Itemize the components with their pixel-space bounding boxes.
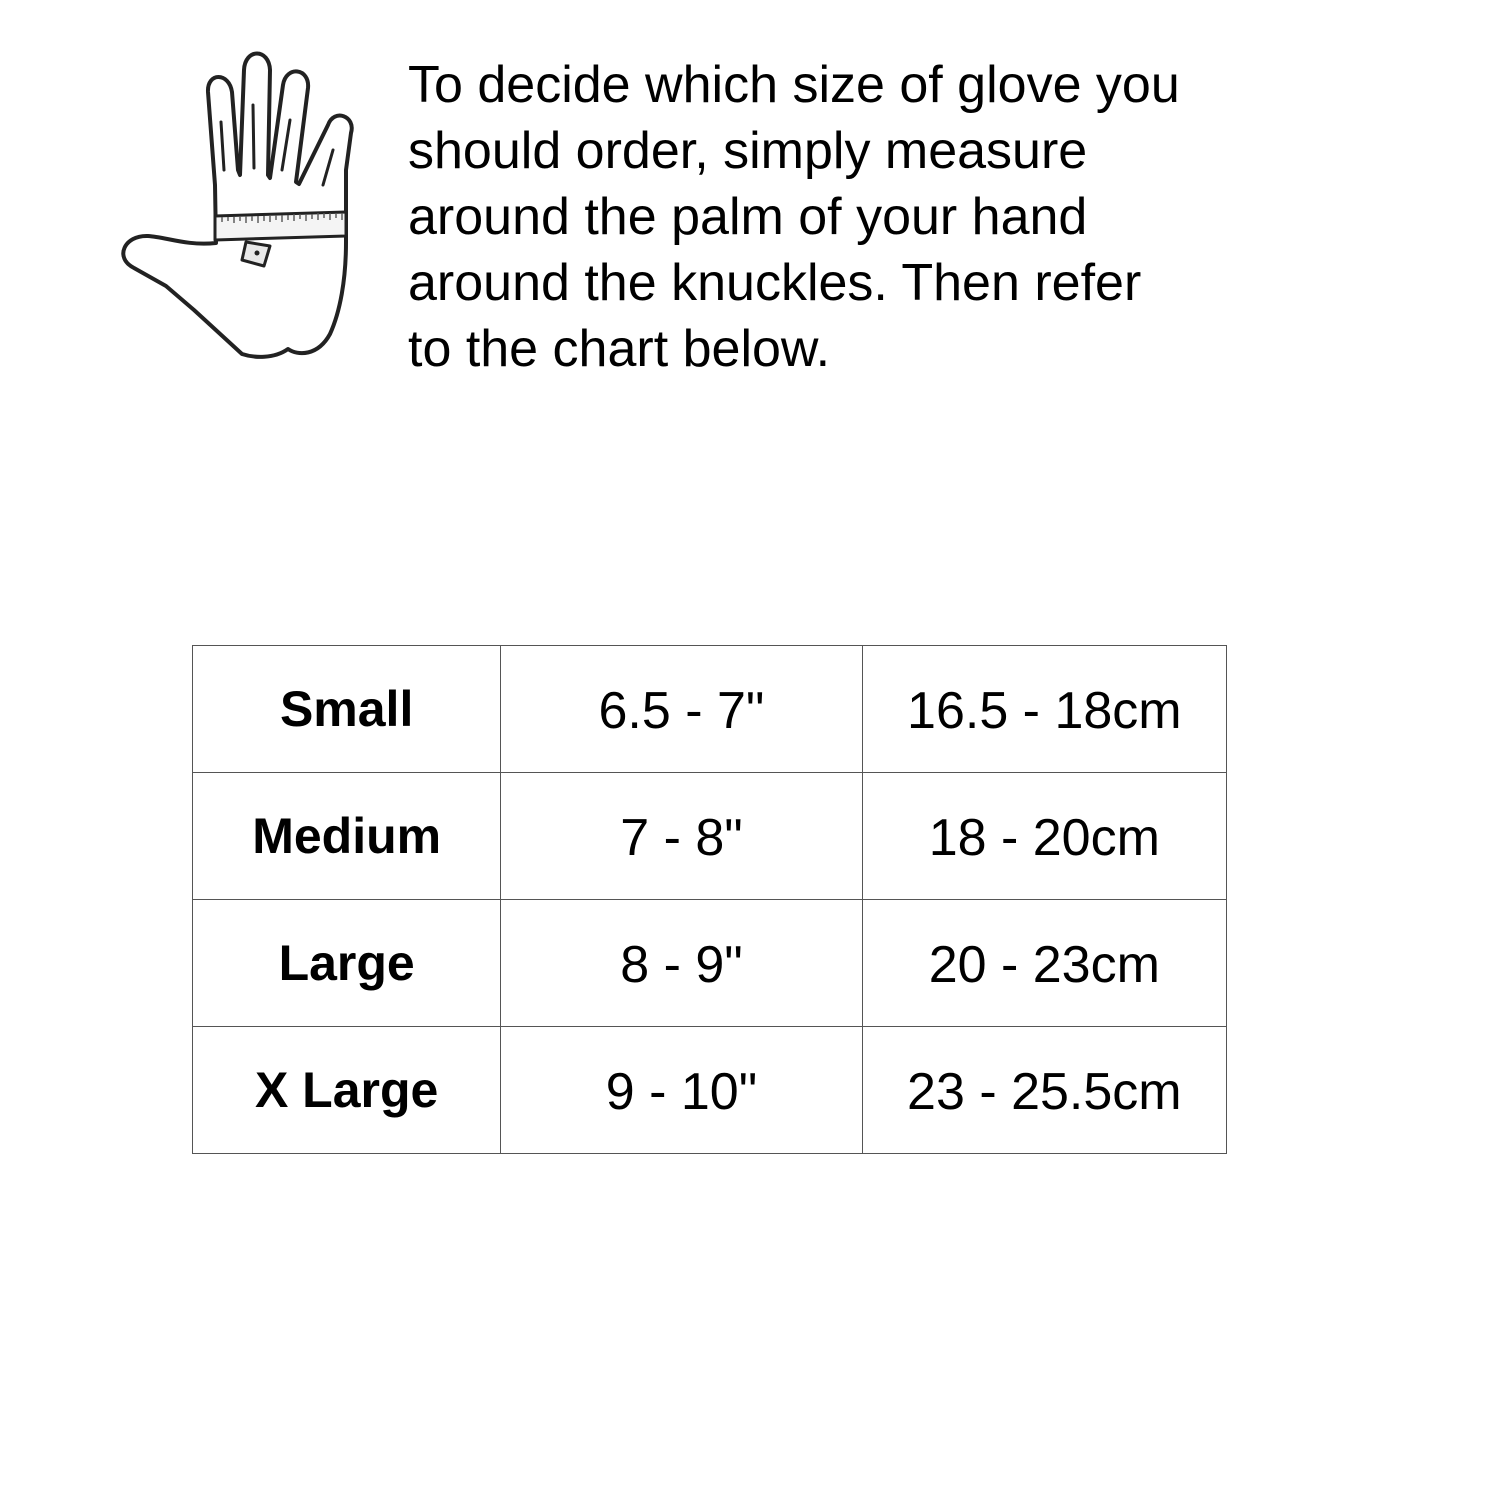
instructions-line: around the palm of your hand (408, 188, 1088, 246)
size-inches: 8 - 9" (501, 900, 862, 1027)
size-inches: 7 - 8" (501, 773, 862, 900)
size-label: Large (193, 900, 501, 1027)
size-cm: 23 - 25.5cm (862, 1027, 1226, 1154)
size-cm: 16.5 - 18cm (862, 646, 1226, 773)
glove-size-chart (192, 645, 1227, 1154)
instructions-line: around the knuckles. Then refer (408, 254, 1142, 312)
instructions-line: To decide which size of glove you (408, 56, 1180, 114)
size-label: X Large (193, 1027, 501, 1154)
table-row (193, 1027, 1227, 1154)
instructions-line: to the chart below. (408, 320, 831, 378)
size-inches: 6.5 - 7" (501, 646, 862, 773)
table-row (193, 773, 1227, 900)
table-row (193, 646, 1227, 773)
instructions-line: should order, simply measure (408, 122, 1088, 180)
size-cm: 18 - 20cm (862, 773, 1226, 900)
size-label: Small (193, 646, 501, 773)
measuring-tape (215, 212, 346, 240)
size-inches: 9 - 10" (501, 1027, 862, 1154)
size-label: Medium (193, 773, 501, 900)
instructions-text (408, 52, 1408, 382)
hand-outline (123, 54, 351, 357)
hand-measuring-icon (118, 50, 378, 365)
size-cm: 20 - 23cm (862, 900, 1226, 1027)
table-row (193, 900, 1227, 1027)
